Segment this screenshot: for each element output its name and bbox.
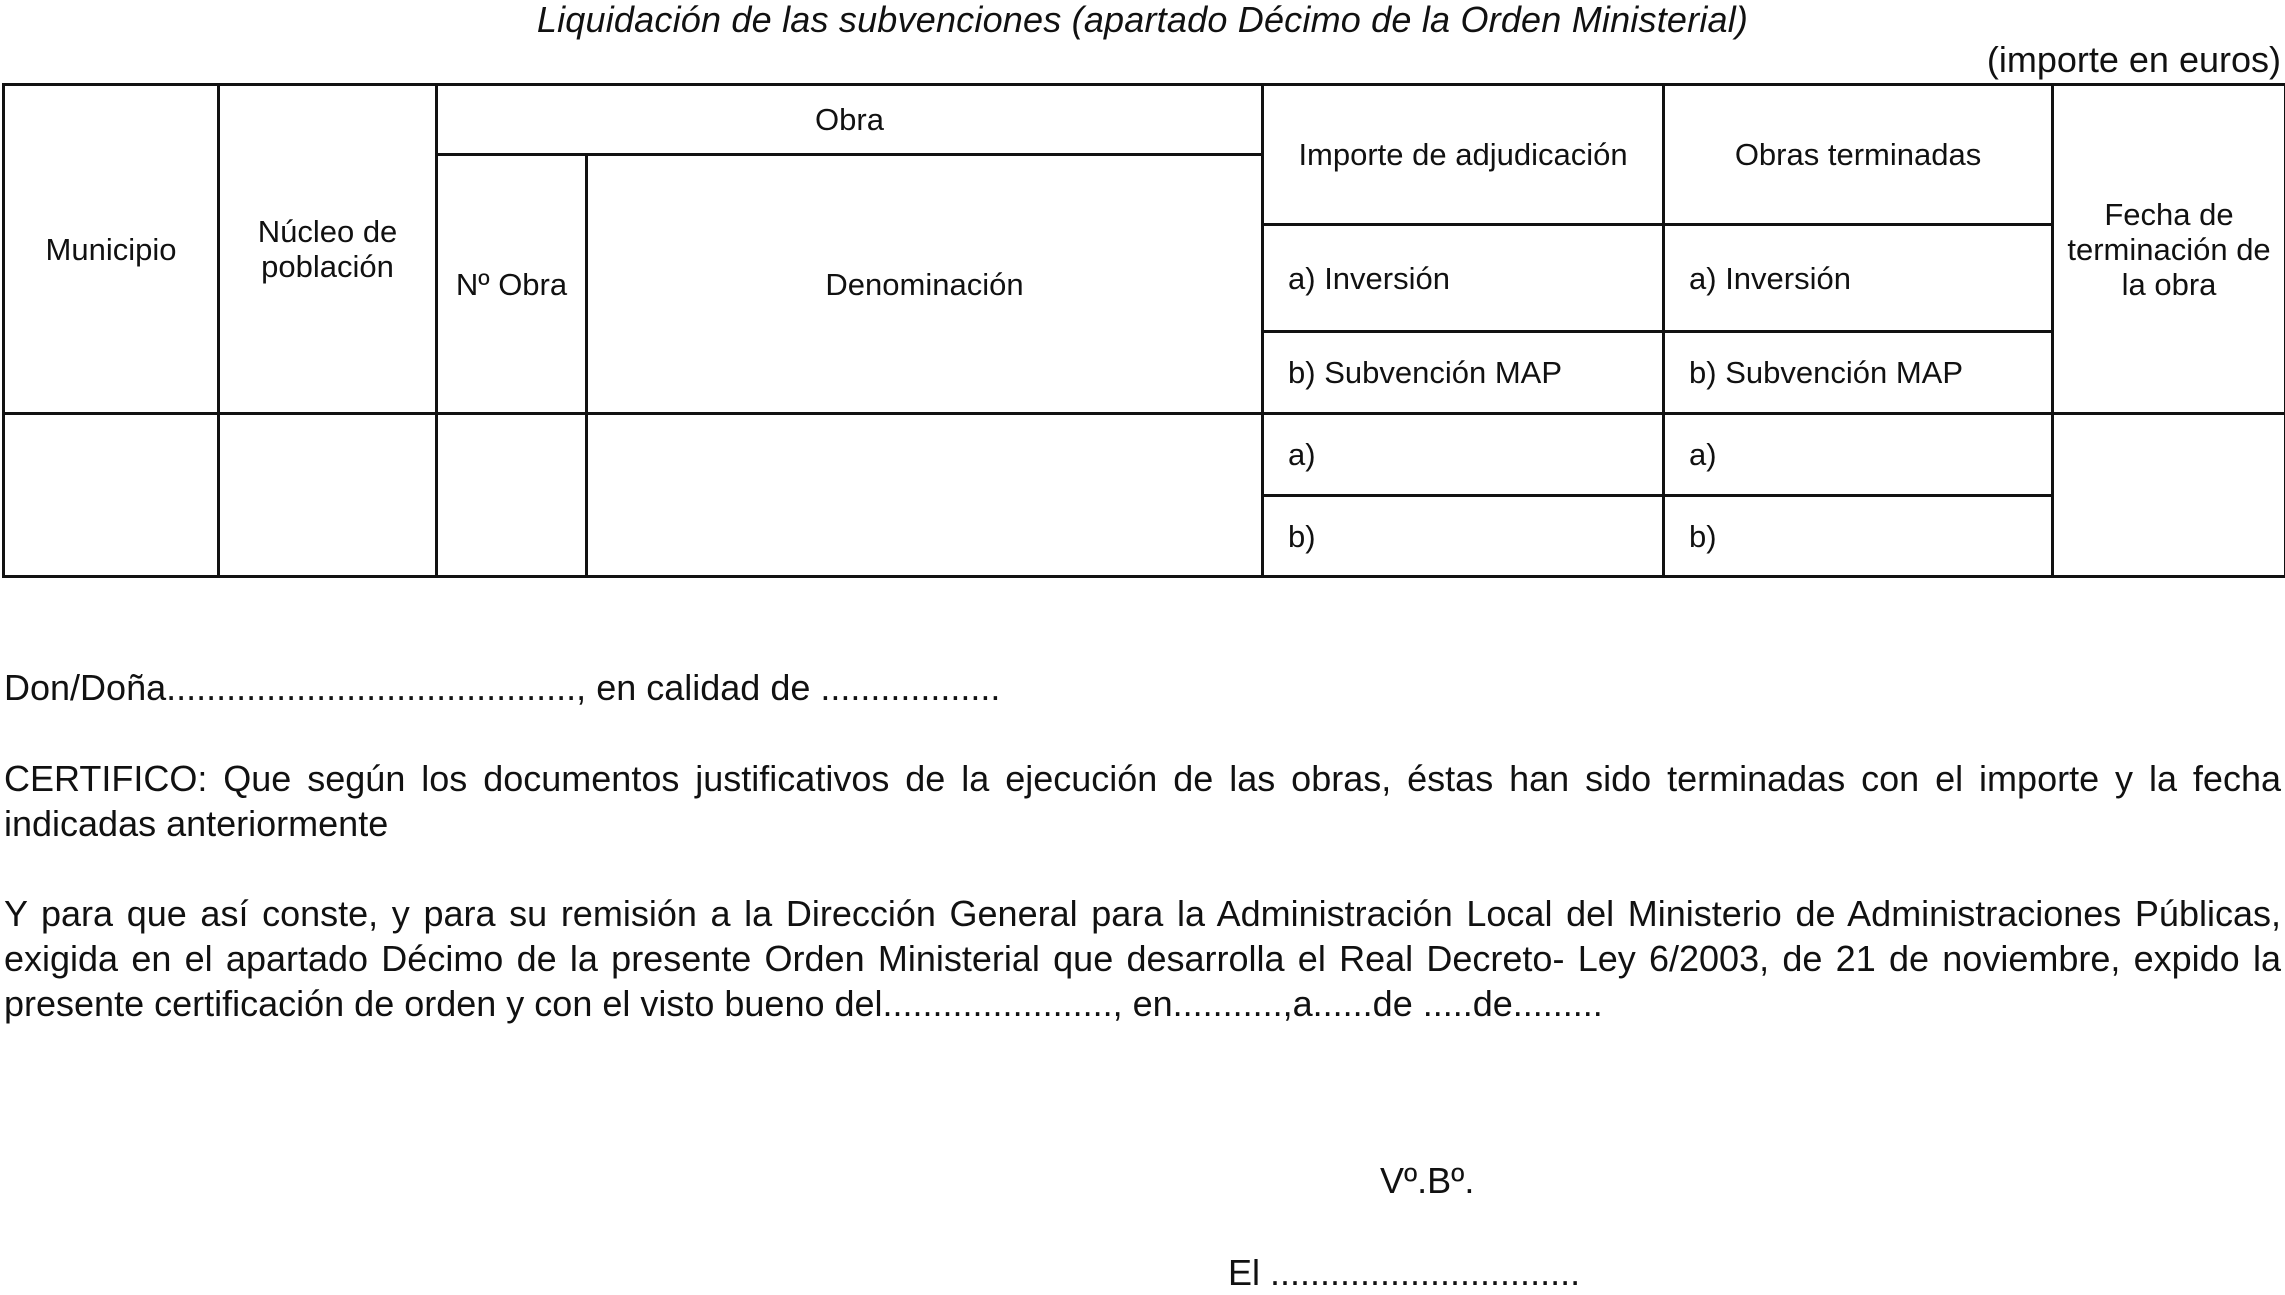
cell-adjudicacion-b: b): [1263, 496, 1664, 577]
header-terminadas-inversion: a) Inversión: [1664, 225, 2053, 332]
header-importe-adjudicacion: Importe de adjudicación: [1263, 85, 1664, 225]
units-note: (importe en euros): [1986, 39, 2281, 80]
header-fecha-terminacion: Fecha de terminación de la obra: [2053, 85, 2285, 414]
certificate-remision-paragraph: Y para que así conste, y para su remisión a la Dirección General para la Administración Local del Ministerio de Administraciones Públicas, exigida en el apartado Décimo de la presente Orden Ministerial que desarrolla el Real Decreto- Ley 6/2003, de 21 de noviembre, expido la presente certificación de orden y con el visto bueno del......................., en...........,a......de .....de.........: [4, 893, 2281, 1024]
liquidation-table: [2, 83, 2285, 578]
header-adjudicacion-inversion: a) Inversión: [1263, 225, 1664, 332]
header-adjudicacion-subvencion: b) Subvención MAP: [1263, 332, 1664, 414]
visto-bueno-label: Vº.Bº.: [1380, 1160, 1475, 1201]
cell-fecha-terminacion: [2053, 414, 2285, 577]
header-municipio: Municipio: [4, 85, 219, 414]
header-denominacion: Denominación: [587, 155, 1263, 414]
header-num-obra: Nº Obra: [437, 155, 587, 414]
cell-municipio: [4, 414, 219, 577]
cell-denominacion: [587, 414, 1263, 577]
header-nucleo-poblacion: Núcleo de población: [219, 85, 437, 414]
certificate-don-dona-line: Don/Doña........................................., en calidad de ..................: [4, 667, 1001, 708]
document-title: Liquidación de las subvenciones (apartado Décimo de la Orden Ministerial): [536, 0, 1749, 40]
signatory-line: El ...............................: [1228, 1252, 1581, 1293]
cell-nucleo-poblacion: [219, 414, 437, 577]
certificate-certifico-paragraph: CERTIFICO: Que según los documentos justificativos de la ejecución de las obras, éstas han sido terminadas con el importe y la fecha indicadas anteriormente: [4, 758, 2281, 844]
cell-num-obra: [437, 414, 587, 577]
cell-terminadas-a: a): [1664, 414, 2053, 496]
header-obra: Obra: [437, 85, 1263, 155]
cell-adjudicacion-a: a): [1263, 414, 1664, 496]
header-terminadas-subvencion: b) Subvención MAP: [1664, 332, 2053, 414]
header-obras-terminadas: Obras terminadas: [1664, 85, 2053, 225]
cell-terminadas-b: b): [1664, 496, 2053, 577]
